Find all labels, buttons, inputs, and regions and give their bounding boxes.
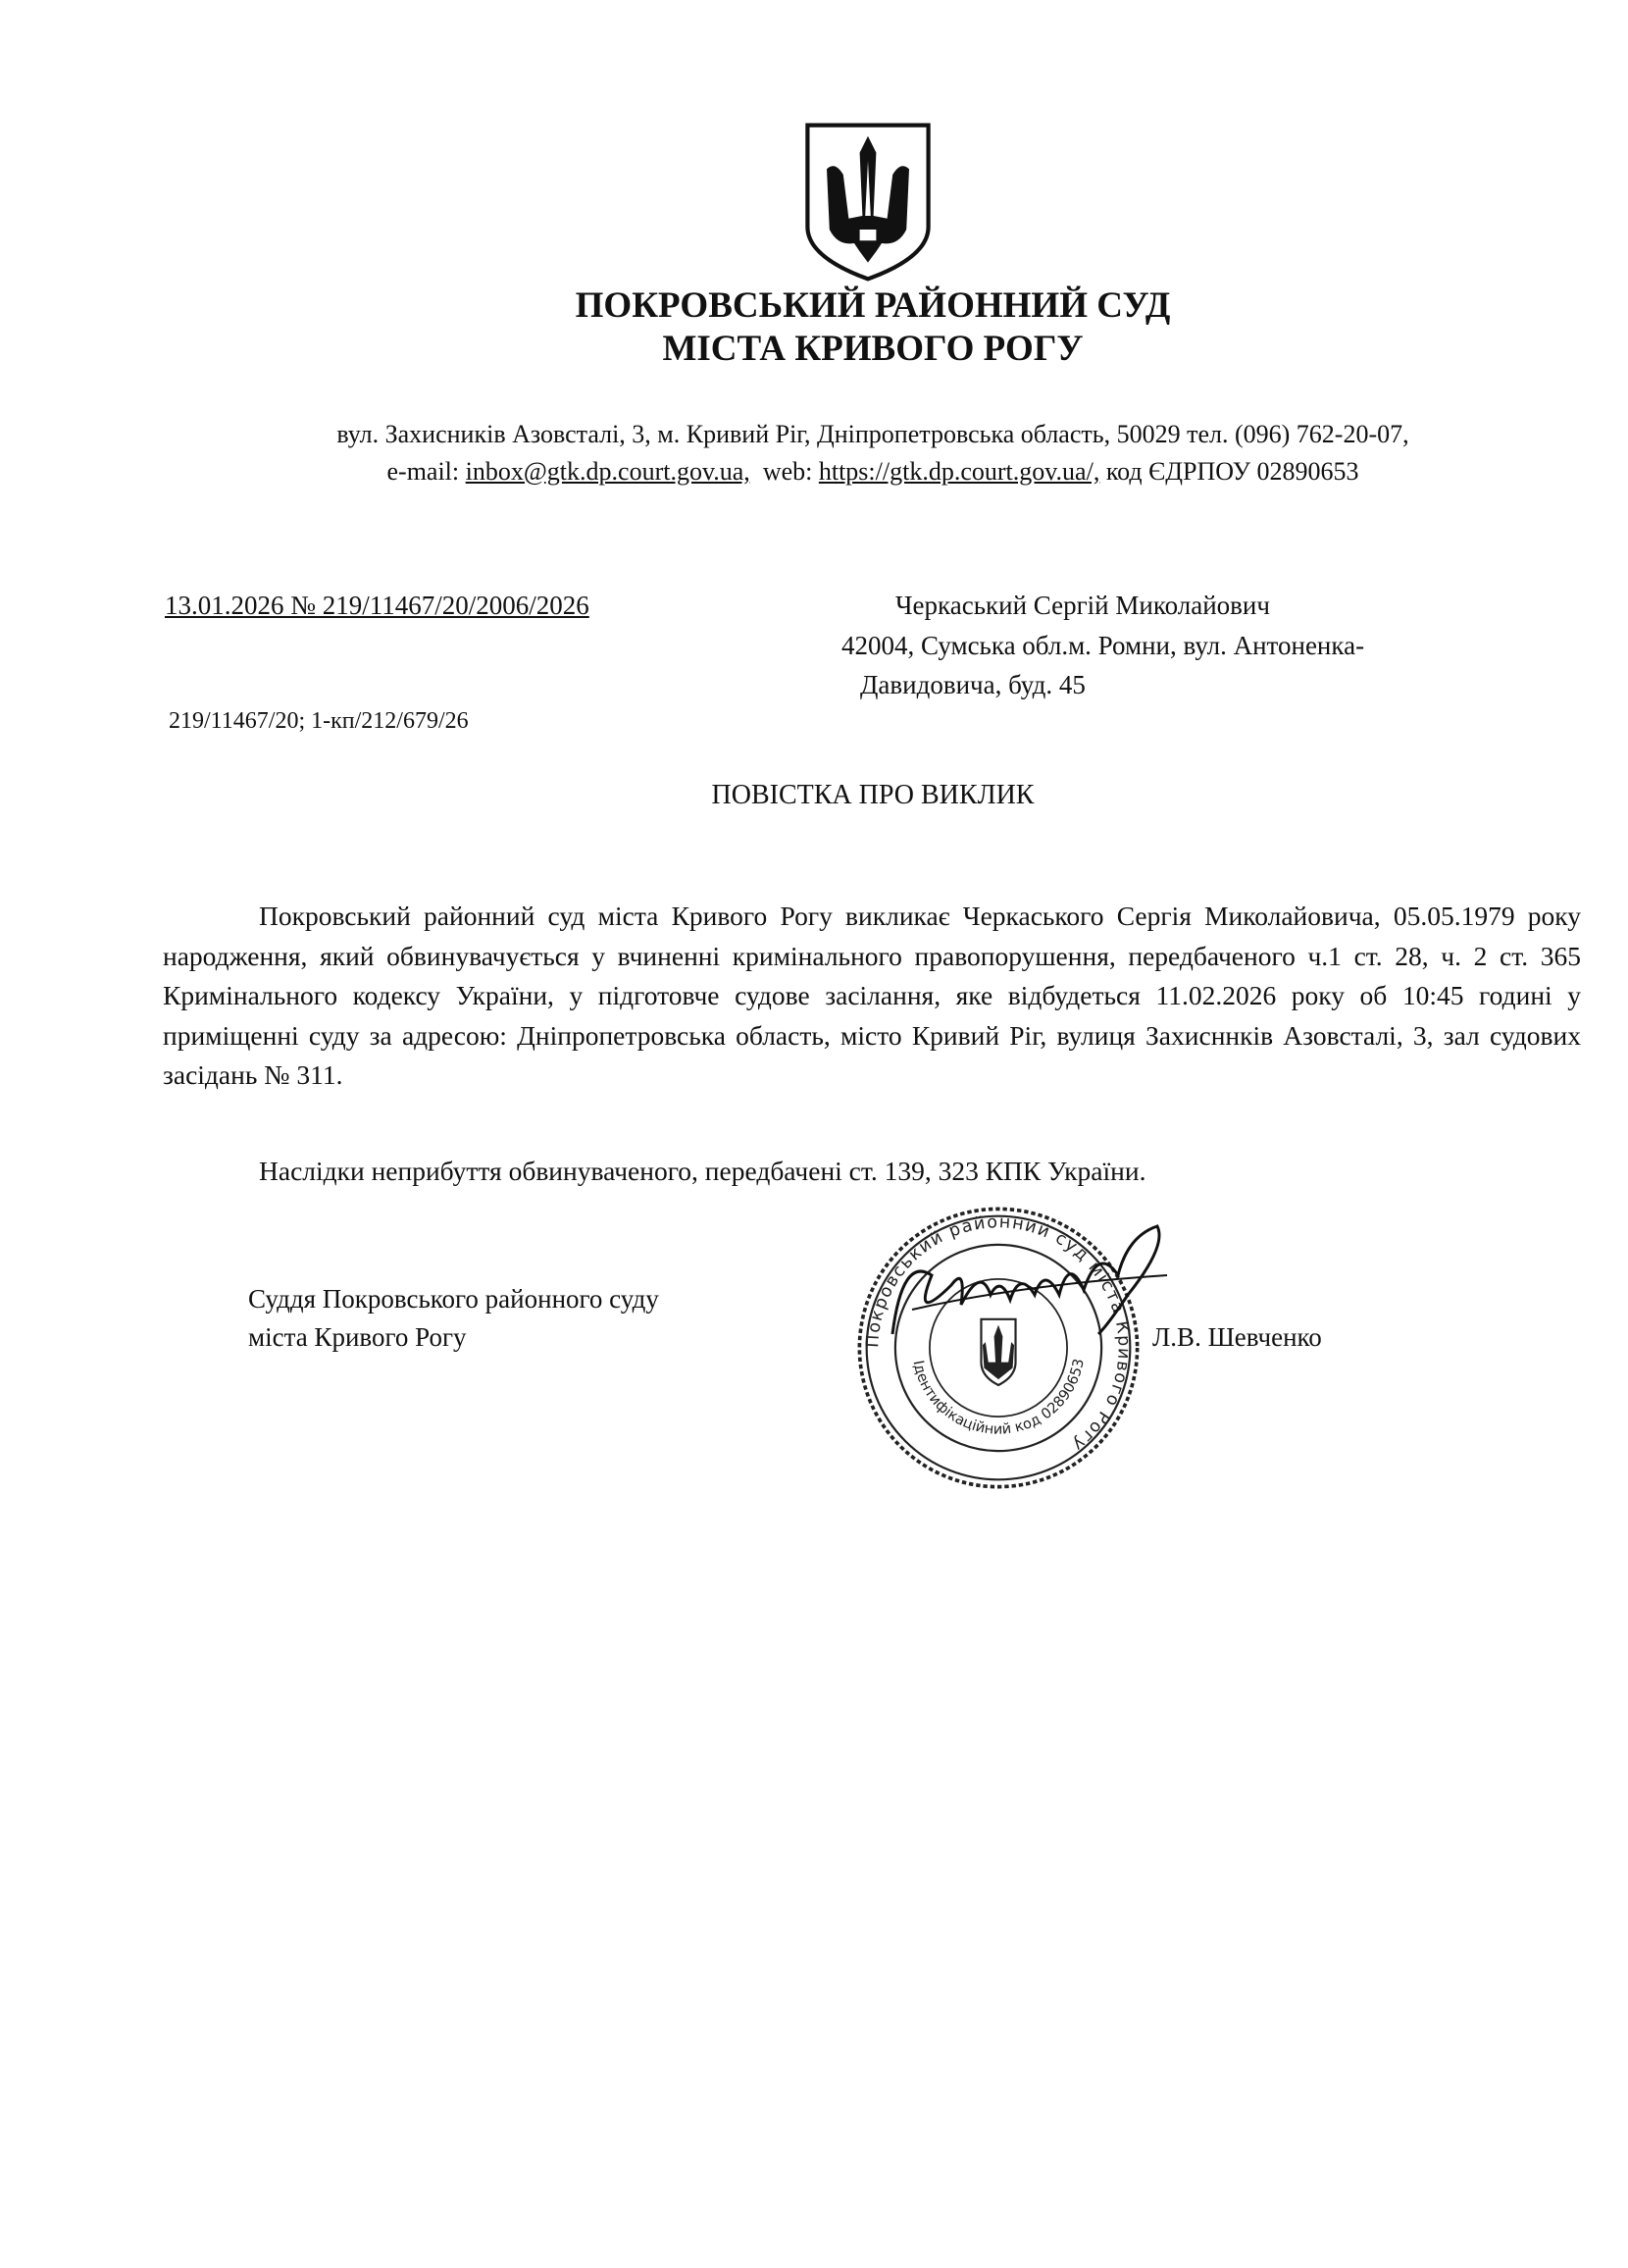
case-numbers: 219/11467/20; 1-кп/212/679/26	[169, 708, 469, 734]
summons-body: Покровський районний суд міста Кривого Рогу викликає Черкаського Сергія Миколайовича, 05.05.1979 року народження, який обвинувачується у вчиненні кримінального правопорушення, передбаченого ч.1 ст. 28, ч. 2 ст. 365 Кримінального кодексу України, у підготовче судове засілання, яке відбудеться 11.02.2026 року об 10:45 годині у приміщенні суду за адресою: Дніпропетровська область, місто Кривий Ріг, вулиця Захисннків Азовсталі, 3, зал судових засідань № 311.	[163, 901, 1581, 1090]
consequences-note: Наслідки неприбуття обвинуваченого, передбачені ст. 139, 323 КПК України.	[259, 1156, 1146, 1186]
edrpou-code: код ЄДРПОУ 02890653	[1099, 457, 1359, 486]
judge-position-line2: міста Кривого Рогу	[248, 1322, 467, 1352]
recipient-address-line1: 42004, Сумська обл.м. Ромни, вул. Антоненка-	[841, 631, 1365, 660]
recipient-name: Черкаський Сергій Миколайович	[895, 591, 1270, 620]
court-contacts	[0, 457, 1628, 487]
document-title: ПОВІСТКА ПРО ВИКЛИК	[711, 780, 1035, 810]
court-name-line2: МІСТА КРИВОГО РОГУ	[662, 329, 1084, 369]
court-address: вул. Захисників Азовсталі, 3, м. Кривий Ріг, Дніпропетровська область, 50029 тел. (096) 762-20-07,	[336, 420, 1409, 448]
handwritten-signature	[873, 1216, 1196, 1364]
stamp-inner-text: Ідентифікаційний код 02890653	[909, 1357, 1088, 1438]
recipient-address-line2: Давидовича, буд. 45	[860, 670, 1086, 699]
court-name-line1: ПОКРОВСЬКИЙ РАЙОННИЙ СУД	[575, 285, 1171, 326]
judge-position-line1: Суддя Покровського районного суду	[248, 1284, 659, 1314]
email-label: e-mail:	[386, 457, 466, 486]
judge-name: Л.В. Шевченко	[1152, 1322, 1322, 1352]
coat-of-arms-icon	[799, 120, 937, 284]
web-link[interactable]: https://gtk.dp.court.gov.ua/,	[818, 457, 1100, 486]
stamp-outer-text: Покровський районний суд міста Кривого Рогу	[863, 1212, 1134, 1456]
outgoing-reference: 13.01.2026 № 219/11467/20/2006/2026	[165, 591, 589, 620]
web-label: web:	[762, 457, 819, 486]
email-link[interactable]: inbox@gtk.dp.court.gov.ua,	[465, 457, 750, 486]
